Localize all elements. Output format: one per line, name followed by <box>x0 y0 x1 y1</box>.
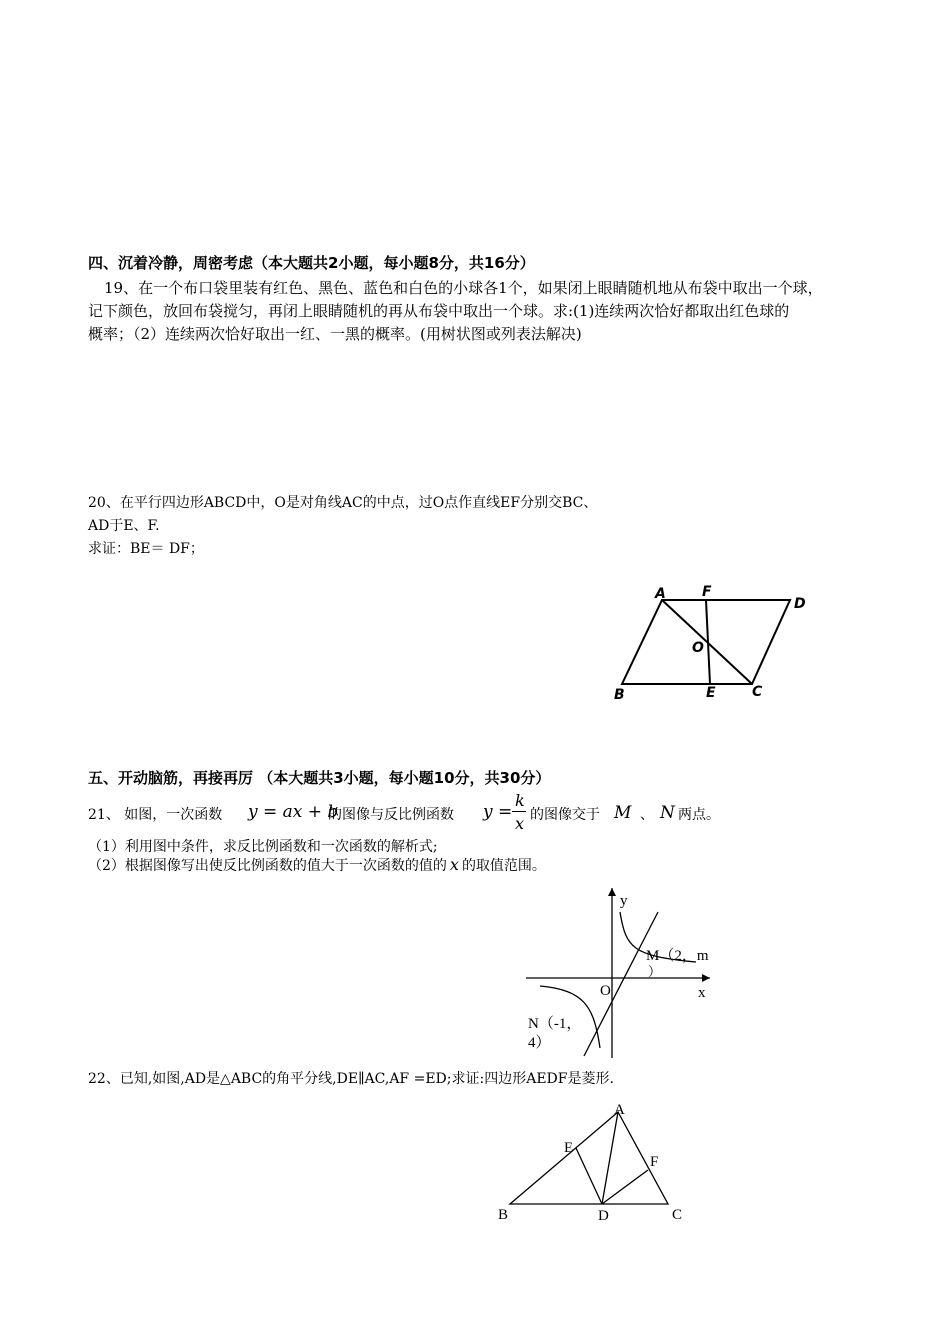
q19-line-2: 记下颜色，放回布袋搅匀，再闭上眼睛随机的再从布袋中取出一个球。求:(1)连续两次恰好都取出红色球的 <box>88 302 790 320</box>
q21-part-1: （1）利用图中条件，求反比例函数和一次函数的解析式; <box>88 839 438 855</box>
label-f: F <box>650 1154 659 1170</box>
point-m-label: M（2，m <box>646 948 709 964</box>
q21-inverse-denominator: x <box>515 814 525 833</box>
question-19 <box>88 277 878 346</box>
label-d: D <box>794 596 806 612</box>
q21-part-2-post: 的取值范围。 <box>461 858 546 874</box>
q20-line-1: 20、在平行四边形ABCD中，O是对角线AC的中点，过O点作直线EF分别交BC、 <box>88 495 598 511</box>
q20-line-3: 求证：BE＝ DF； <box>88 541 204 557</box>
q21-separator: 、 <box>640 807 654 823</box>
point-n-label: N（-1， <box>528 1016 582 1032</box>
q21-linear-function: y = ax + b <box>248 802 339 822</box>
triangle-figure <box>490 1098 700 1228</box>
origin-label: O <box>600 983 611 999</box>
q21-point-n: N <box>660 803 675 823</box>
label-f: F <box>702 584 712 600</box>
label-a: A <box>655 586 666 602</box>
function-graph <box>520 880 730 1065</box>
q21-inverse-numerator: k <box>515 791 525 810</box>
segment-df <box>602 1170 648 1204</box>
q21-inverse-lhs: y = <box>483 802 513 822</box>
q21-part-2 <box>88 855 546 876</box>
label-b: B <box>614 687 625 703</box>
question-20 <box>88 492 708 561</box>
question-21-statement <box>88 792 888 838</box>
label-b: B <box>498 1207 509 1223</box>
q21-part-2-var: x <box>449 855 459 874</box>
q21-prefix: 21、 如图，一次函数 <box>88 807 223 823</box>
section-5-heading: 五、开动脑筋，再接再厉 （本大题共3小题，每小题10分，共30分） <box>88 769 551 787</box>
label-e: E <box>706 685 716 701</box>
label-c: C <box>752 684 763 700</box>
q19-line-3: 概率；（2）连续两次恰好取出一红、一黑的概率。(用树状图或列表法解决) <box>88 325 582 343</box>
x-axis-arrow <box>702 974 710 982</box>
point-m-label-close: ） <box>648 964 662 979</box>
x-axis-label: x <box>698 985 706 1001</box>
q21-point-m: M <box>614 803 632 823</box>
q21-suffix-2: 两点。 <box>678 807 720 823</box>
label-e: E <box>564 1140 574 1156</box>
triangle-abc <box>510 1112 668 1204</box>
question-22: 22、已知,如图,AD是△ABC的角平分线,DE∥AC,AF =ED;求证:四边形AEDF是菱形. <box>88 1071 614 1087</box>
y-axis-label: y <box>620 893 628 909</box>
q21-middle: 的图像与反比例函数 <box>328 807 454 823</box>
label-o: O <box>692 640 704 656</box>
q19-line-1: 19、在一个布口袋里装有红色、黑色、蓝色和白色的小球各1个，如果闭上眼睛随机地从布袋中取出一个球， <box>104 279 823 297</box>
linear-function-line <box>584 912 658 1056</box>
label-c: C <box>672 1207 683 1223</box>
q21-suffix-1: 的图像交于 <box>530 807 600 823</box>
label-a: A <box>614 1102 625 1118</box>
y-axis-arrow <box>608 888 616 896</box>
q20-line-2: AD于E、F. <box>88 518 160 534</box>
segment-de <box>576 1148 602 1204</box>
q21-part-2-pre: （2）根据图像写出使反比例函数的值大于一次函数的值的 <box>88 858 447 874</box>
section-4-heading: 四、沉着冷静，周密考虑（本大题共2小题，每小题8分，共16分） <box>88 254 535 272</box>
label-d: D <box>598 1208 609 1224</box>
segment-ad <box>602 1112 618 1204</box>
parallelogram-figure <box>600 578 840 708</box>
point-n-label-close: 4） <box>528 1035 551 1051</box>
